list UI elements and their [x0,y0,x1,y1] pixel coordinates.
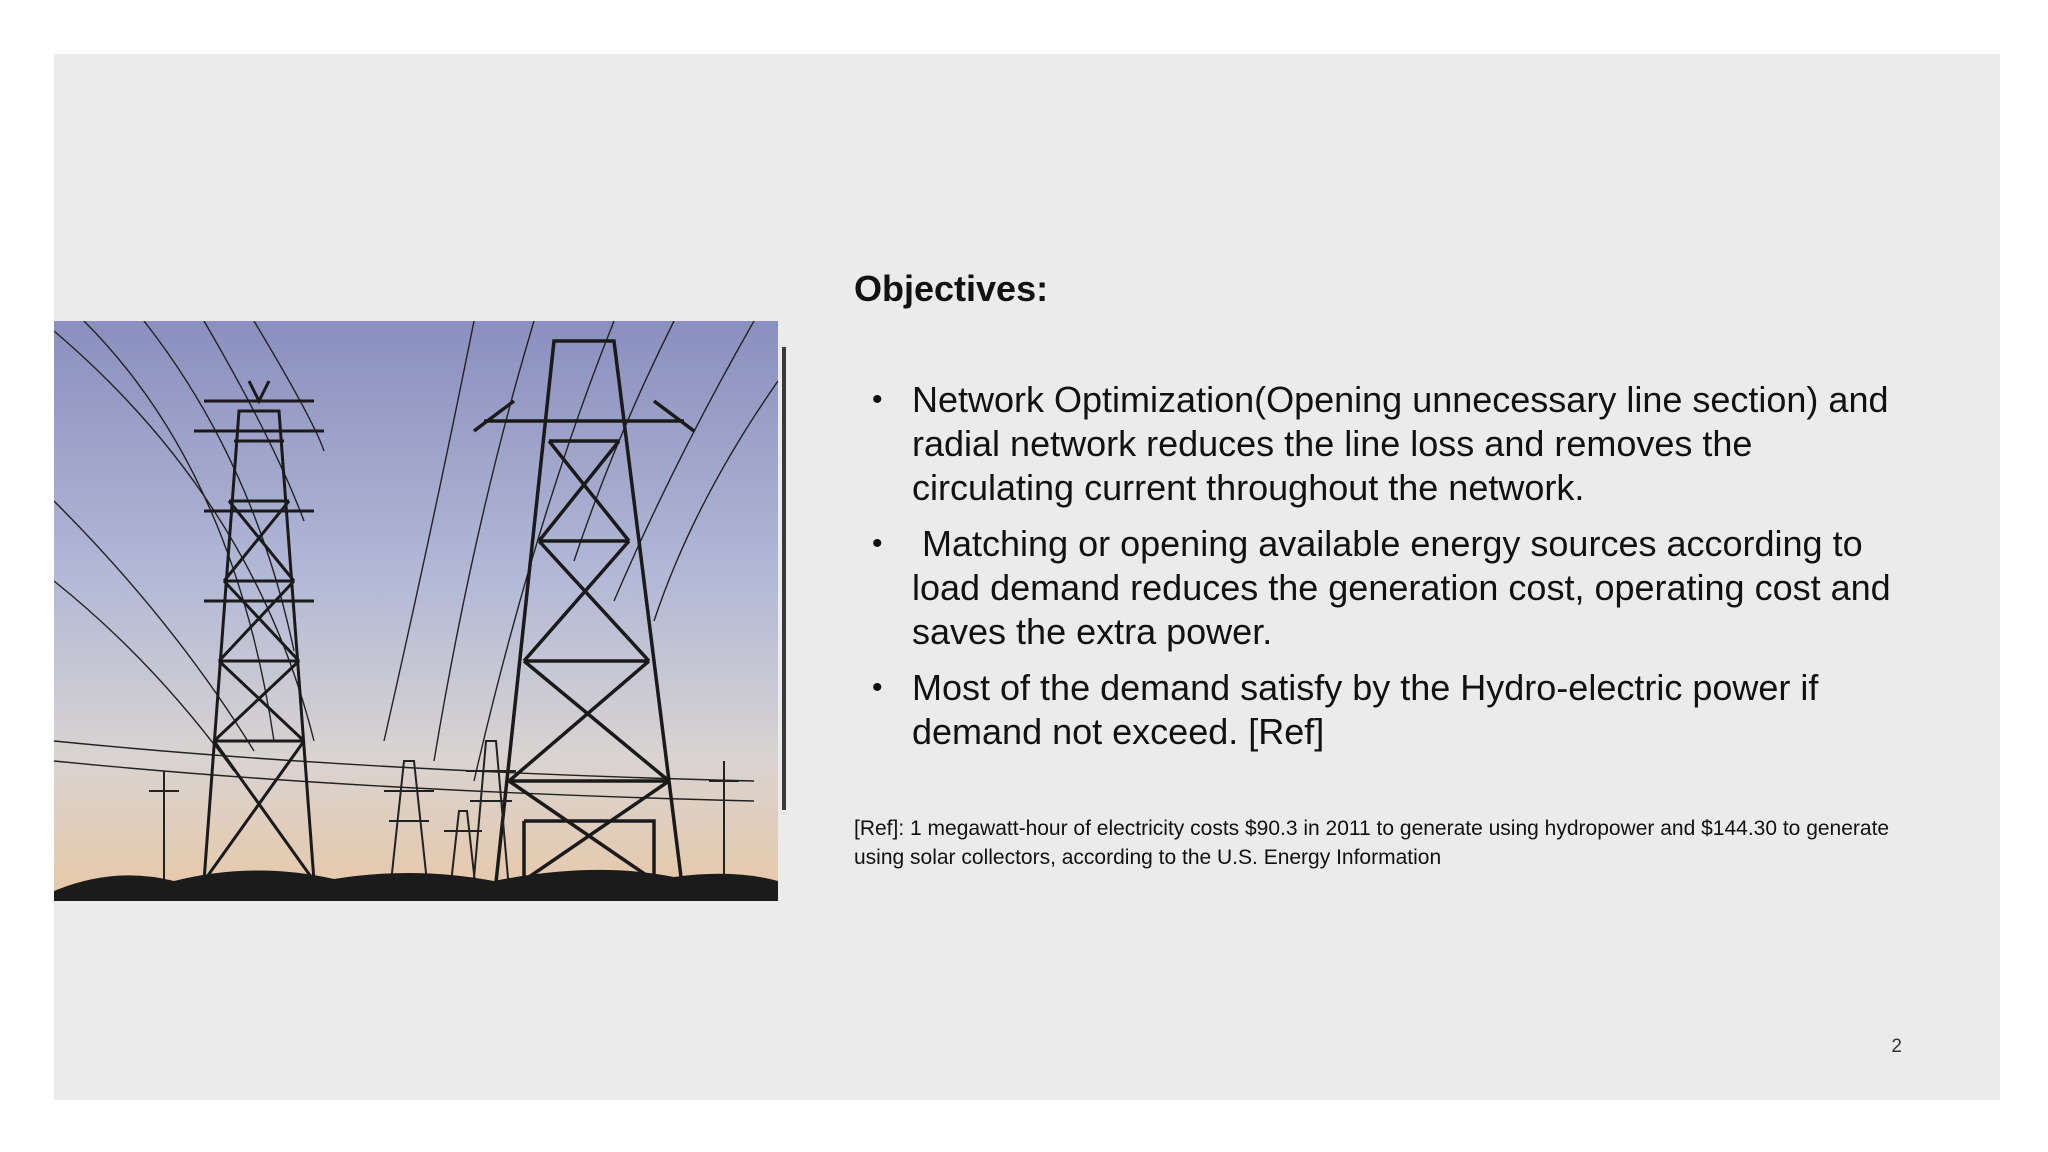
page-number: 2 [1891,1036,1902,1057]
bullet-text: Network Optimization(Opening unnecessary line section) and radial network reduces the line loss and removes the circulating current throughout the network. [912,379,1889,508]
vertical-divider [782,347,786,810]
bullet-icon: • [872,383,883,416]
objectives-list [854,378,1954,754]
bullet-icon: • [872,671,883,704]
slide [54,54,2000,1100]
list-item [854,522,1902,654]
bullet-text: Matching or opening available energy sources according to load demand reduces the generation cost, operating cost and saves the extra power. [912,523,1901,652]
list-item [854,666,1902,754]
slide-heading: Objectives: [854,268,1049,309]
power-lines-photo [54,321,778,901]
bullet-text: Most of the demand satisfy by the Hydro-electric power if demand not exceed. [Ref] [912,667,1819,752]
list-item [854,378,1902,510]
slide-content [854,266,1954,872]
bullet-icon: • [872,527,883,560]
reference-note: [Ref]: 1 megawatt-hour of electricity costs $90.3 in 2011 to generate using hydropower and $144.30 to generate using solar collectors, according to the U.S. Energy Information [854,817,1890,869]
